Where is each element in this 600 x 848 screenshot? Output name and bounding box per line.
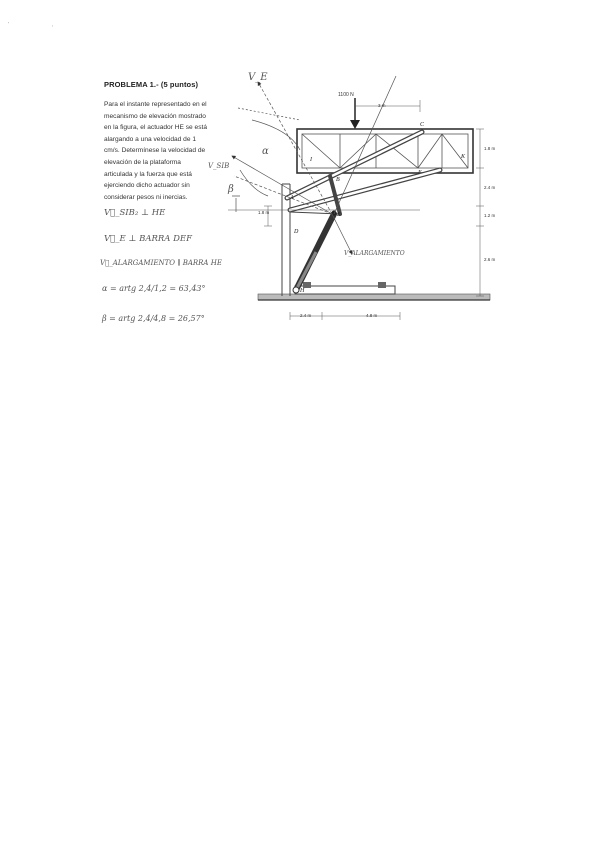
ground [258, 294, 490, 300]
load-arrow [350, 98, 360, 129]
handwritten-note: V⃗_E ⊥ BARRA DEF [104, 234, 193, 244]
point-label-h: H [300, 288, 305, 294]
actuator-he [293, 211, 337, 294]
roller-support [378, 282, 386, 288]
dim-label: 2.6 m [484, 257, 496, 262]
dim-label: 4.8 m [366, 313, 378, 318]
dim-label: 2.4 m [484, 185, 496, 190]
dim-label: 1.8 m [484, 146, 496, 151]
statement-line: ejerciendo dicho actuador sin [104, 182, 190, 190]
point-label-b: B [336, 177, 340, 183]
problem-title: PROBLEMA 1.- (5 puntos) [104, 80, 199, 89]
point-label-a: A [290, 195, 294, 201]
statement-line: mecanismo de elevación mostrado [104, 112, 206, 120]
handwritten-note: V⃗_SIB₂ ⊥ HE [104, 208, 166, 218]
point-label-i: I [310, 157, 312, 163]
load-label: 1100 N [338, 92, 354, 98]
vsib-vector-label: V_SIB [208, 162, 230, 170]
dim-label: 1.2 m [484, 213, 496, 218]
statement-line: articulada y la fuerza que está [104, 170, 192, 178]
beta-angle-label: β [228, 184, 234, 195]
dim-label: 3 m [378, 103, 386, 108]
handwritten-note: V⃗_ALARGAMIENTO ∥ BARRA HE [100, 259, 222, 267]
alpha-angle-label: α [262, 146, 269, 157]
handwritten-note: α = artg 2,4/1,2 = 63,43° [102, 284, 206, 293]
statement-line: alargando a una velocidad de 1 [104, 135, 197, 143]
statement-line: considerar pesos ni inercias. [104, 193, 188, 201]
velocity-vectors [232, 76, 396, 254]
dim-label: 1.8 m [258, 210, 270, 215]
statement-line: Para el instante representado en el [104, 101, 207, 108]
ve-vector-label: V_E [248, 72, 268, 83]
point-label-k: K [461, 154, 466, 160]
valargamiento-vector-label: V_ALARGAMIENTO [344, 250, 405, 257]
statement-line: cm/s. Determínese la velocidad de [104, 147, 206, 155]
dim-label: 2.4 m [300, 313, 312, 318]
support-column [282, 184, 290, 296]
handwritten-note: β = artg 2,4/4,8 = 26,57° [102, 314, 205, 323]
point-label-c: C [420, 122, 425, 128]
statement-line: elevación de la plataforma [104, 158, 181, 166]
scan-speck: ' [8, 22, 9, 28]
point-label-f: F [418, 170, 422, 176]
scan-speck: , [52, 22, 54, 28]
point-label-d: D [294, 229, 299, 235]
point-label-e: E [337, 212, 341, 218]
statement-line: en la figura, el actuador HE se está [104, 124, 207, 132]
